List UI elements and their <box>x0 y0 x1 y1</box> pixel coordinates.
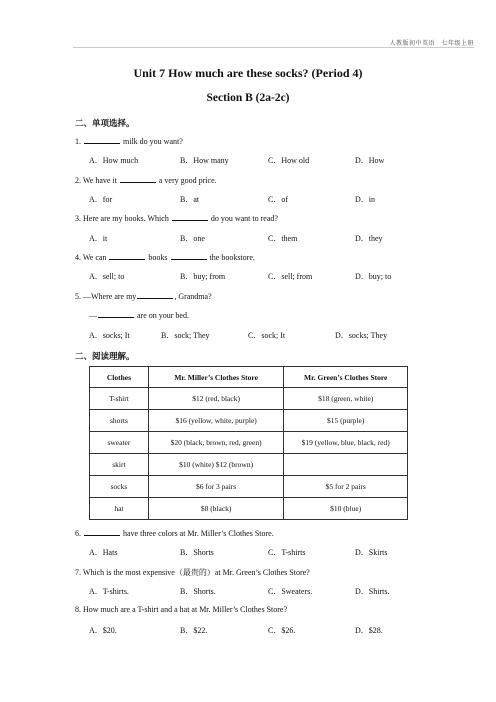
table-row <box>90 388 408 410</box>
question-text: How much are a T-shirt and a hat at Mr. Miller’s Clothes Store? <box>83 605 288 614</box>
table-cell: $10 (blue) <box>284 498 408 520</box>
option-b[interactable]: B．buy; from <box>180 272 226 281</box>
question-text: Here are my books. Which <box>83 214 169 223</box>
option-d[interactable]: D．in <box>355 195 375 204</box>
table-cell: $8 (black) <box>148 498 284 520</box>
answer-blank[interactable] <box>109 252 145 260</box>
table-row <box>90 432 408 454</box>
table-cell <box>284 454 408 476</box>
section-heading-reading: 二、阅读理解。 <box>75 351 135 361</box>
question-text: are on your bed. <box>137 311 189 320</box>
option-d[interactable]: D．$28. <box>355 626 383 635</box>
question-text: books <box>148 253 168 262</box>
question-number: 4. <box>75 253 81 262</box>
table-cell: sweater <box>90 432 149 454</box>
question-text: , Grandma? <box>174 292 212 301</box>
page-header: 人教版初中英语 七年级上册 <box>389 41 474 47</box>
option-d[interactable]: D．socks; They <box>335 331 388 340</box>
page-title: Unit 7 How much are these socks? (Period 4) <box>133 66 363 80</box>
question-number: 5. <box>75 292 81 301</box>
table-cell: socks <box>90 476 149 498</box>
question-text: the bookstore. <box>209 253 255 262</box>
option-b[interactable]: B．$22. <box>180 626 208 635</box>
question-3 <box>75 213 278 223</box>
section-heading-choice: 二、单项选择。 <box>75 118 135 128</box>
option-b[interactable]: B．How many <box>180 156 229 165</box>
option-a[interactable]: A．sell; to <box>89 272 125 281</box>
table-cell: $16 (yellow, white, purple) <box>148 410 284 432</box>
question-text: have three colors at Mr. Miller’s Clothes Store. <box>123 529 274 538</box>
option-c[interactable]: C．$26. <box>268 626 296 635</box>
option-b[interactable]: B．Shorts <box>180 548 214 557</box>
column-header: Clothes <box>90 367 149 388</box>
question-number: 1. <box>75 137 81 146</box>
table-cell: skirt <box>90 454 149 476</box>
answer-blank[interactable] <box>171 252 207 260</box>
option-d[interactable]: D．How <box>355 156 385 165</box>
column-header: Mr. Miller’s Clothes Store <box>148 367 284 388</box>
question-number: 2. <box>75 176 81 185</box>
option-b[interactable]: B．Shorts. <box>180 587 216 596</box>
column-header: Mr. Green’s Clothes Store <box>284 367 408 388</box>
option-d[interactable]: D．buy; to <box>355 272 392 281</box>
question-text: milk do you want? <box>123 137 183 146</box>
answer-blank[interactable] <box>98 310 134 318</box>
option-a[interactable]: A．$20. <box>89 626 117 635</box>
option-b[interactable]: B．one <box>180 234 205 243</box>
option-c[interactable]: C．Sweaters. <box>268 587 313 596</box>
question-7 <box>75 567 310 578</box>
table-cell: $12 (red, black) <box>148 388 284 410</box>
table-cell: $19 (yellow, blue, black, red) <box>284 432 408 454</box>
answer-blank[interactable] <box>84 136 120 144</box>
table-row <box>90 454 408 476</box>
question-5-reply <box>89 310 189 320</box>
option-c[interactable]: C．of <box>268 195 288 204</box>
table-cell: hat <box>90 498 149 520</box>
option-a[interactable]: A．it <box>89 234 108 243</box>
option-d[interactable]: D．they <box>355 234 383 243</box>
table-cell: $5 for 2 pairs <box>284 476 408 498</box>
question-8 <box>75 605 287 614</box>
question-text: Which is the most expensive（最贵的）at Mr. Green’s Clothes Store? <box>82 568 310 577</box>
table-cell: shorts <box>90 410 149 432</box>
table-cell: T-shirt <box>90 388 149 410</box>
option-c[interactable]: C．How old <box>268 156 310 165</box>
option-d[interactable]: D．Shirts. <box>355 587 390 596</box>
option-c[interactable]: C．them <box>268 234 298 243</box>
option-a[interactable]: A．How much <box>89 156 139 165</box>
table-cell: $20 (black, brown, red, green) <box>148 432 284 454</box>
question-text: We can <box>82 253 107 262</box>
question-text: —Where are my <box>83 292 137 301</box>
answer-blank[interactable] <box>120 175 156 183</box>
page-subtitle: Section B (2a-2c) <box>206 92 290 104</box>
price-table <box>89 366 408 520</box>
option-c[interactable]: C．sell; from <box>268 272 313 281</box>
header-rule <box>73 47 474 48</box>
table-cell: $18 (green, white) <box>284 388 408 410</box>
option-c[interactable]: C．sock; It <box>248 331 286 340</box>
question-1 <box>75 136 183 146</box>
question-text: a very good price. <box>158 176 217 185</box>
question-number: 3. <box>75 214 81 223</box>
option-d[interactable]: D．Skirts <box>355 548 388 557</box>
question-5 <box>75 291 212 301</box>
option-a[interactable]: A．T-shirts. <box>89 587 129 596</box>
option-a[interactable]: A．for <box>89 195 113 204</box>
option-b[interactable]: B．sock; They <box>161 331 210 340</box>
table-row <box>90 476 408 498</box>
answer-blank[interactable] <box>84 528 120 536</box>
answer-blank[interactable] <box>137 291 173 299</box>
option-b[interactable]: B．at <box>180 195 200 204</box>
question-number: 7. <box>75 568 81 577</box>
option-a[interactable]: A．socks; It <box>89 331 130 340</box>
option-c[interactable]: C．T-shirts <box>268 548 306 557</box>
question-number: 6. <box>75 529 81 538</box>
question-text: do you want to read? <box>210 214 278 223</box>
question-2 <box>75 175 217 185</box>
table-row <box>90 410 408 432</box>
answer-blank[interactable] <box>172 213 208 221</box>
table-cell: $15 (purple) <box>284 410 408 432</box>
table-header-row <box>90 367 408 388</box>
question-6 <box>75 528 274 538</box>
question-text: We have it <box>82 176 117 185</box>
table-row <box>90 498 408 520</box>
question-number: 8. <box>75 605 81 614</box>
table-cell: $6 for 3 pairs <box>148 476 284 498</box>
table-cell: $10 (white) $12 (brown) <box>148 454 284 476</box>
question-4 <box>75 252 255 262</box>
option-a[interactable]: A．Hats <box>89 548 118 557</box>
question-text: — <box>89 311 97 320</box>
